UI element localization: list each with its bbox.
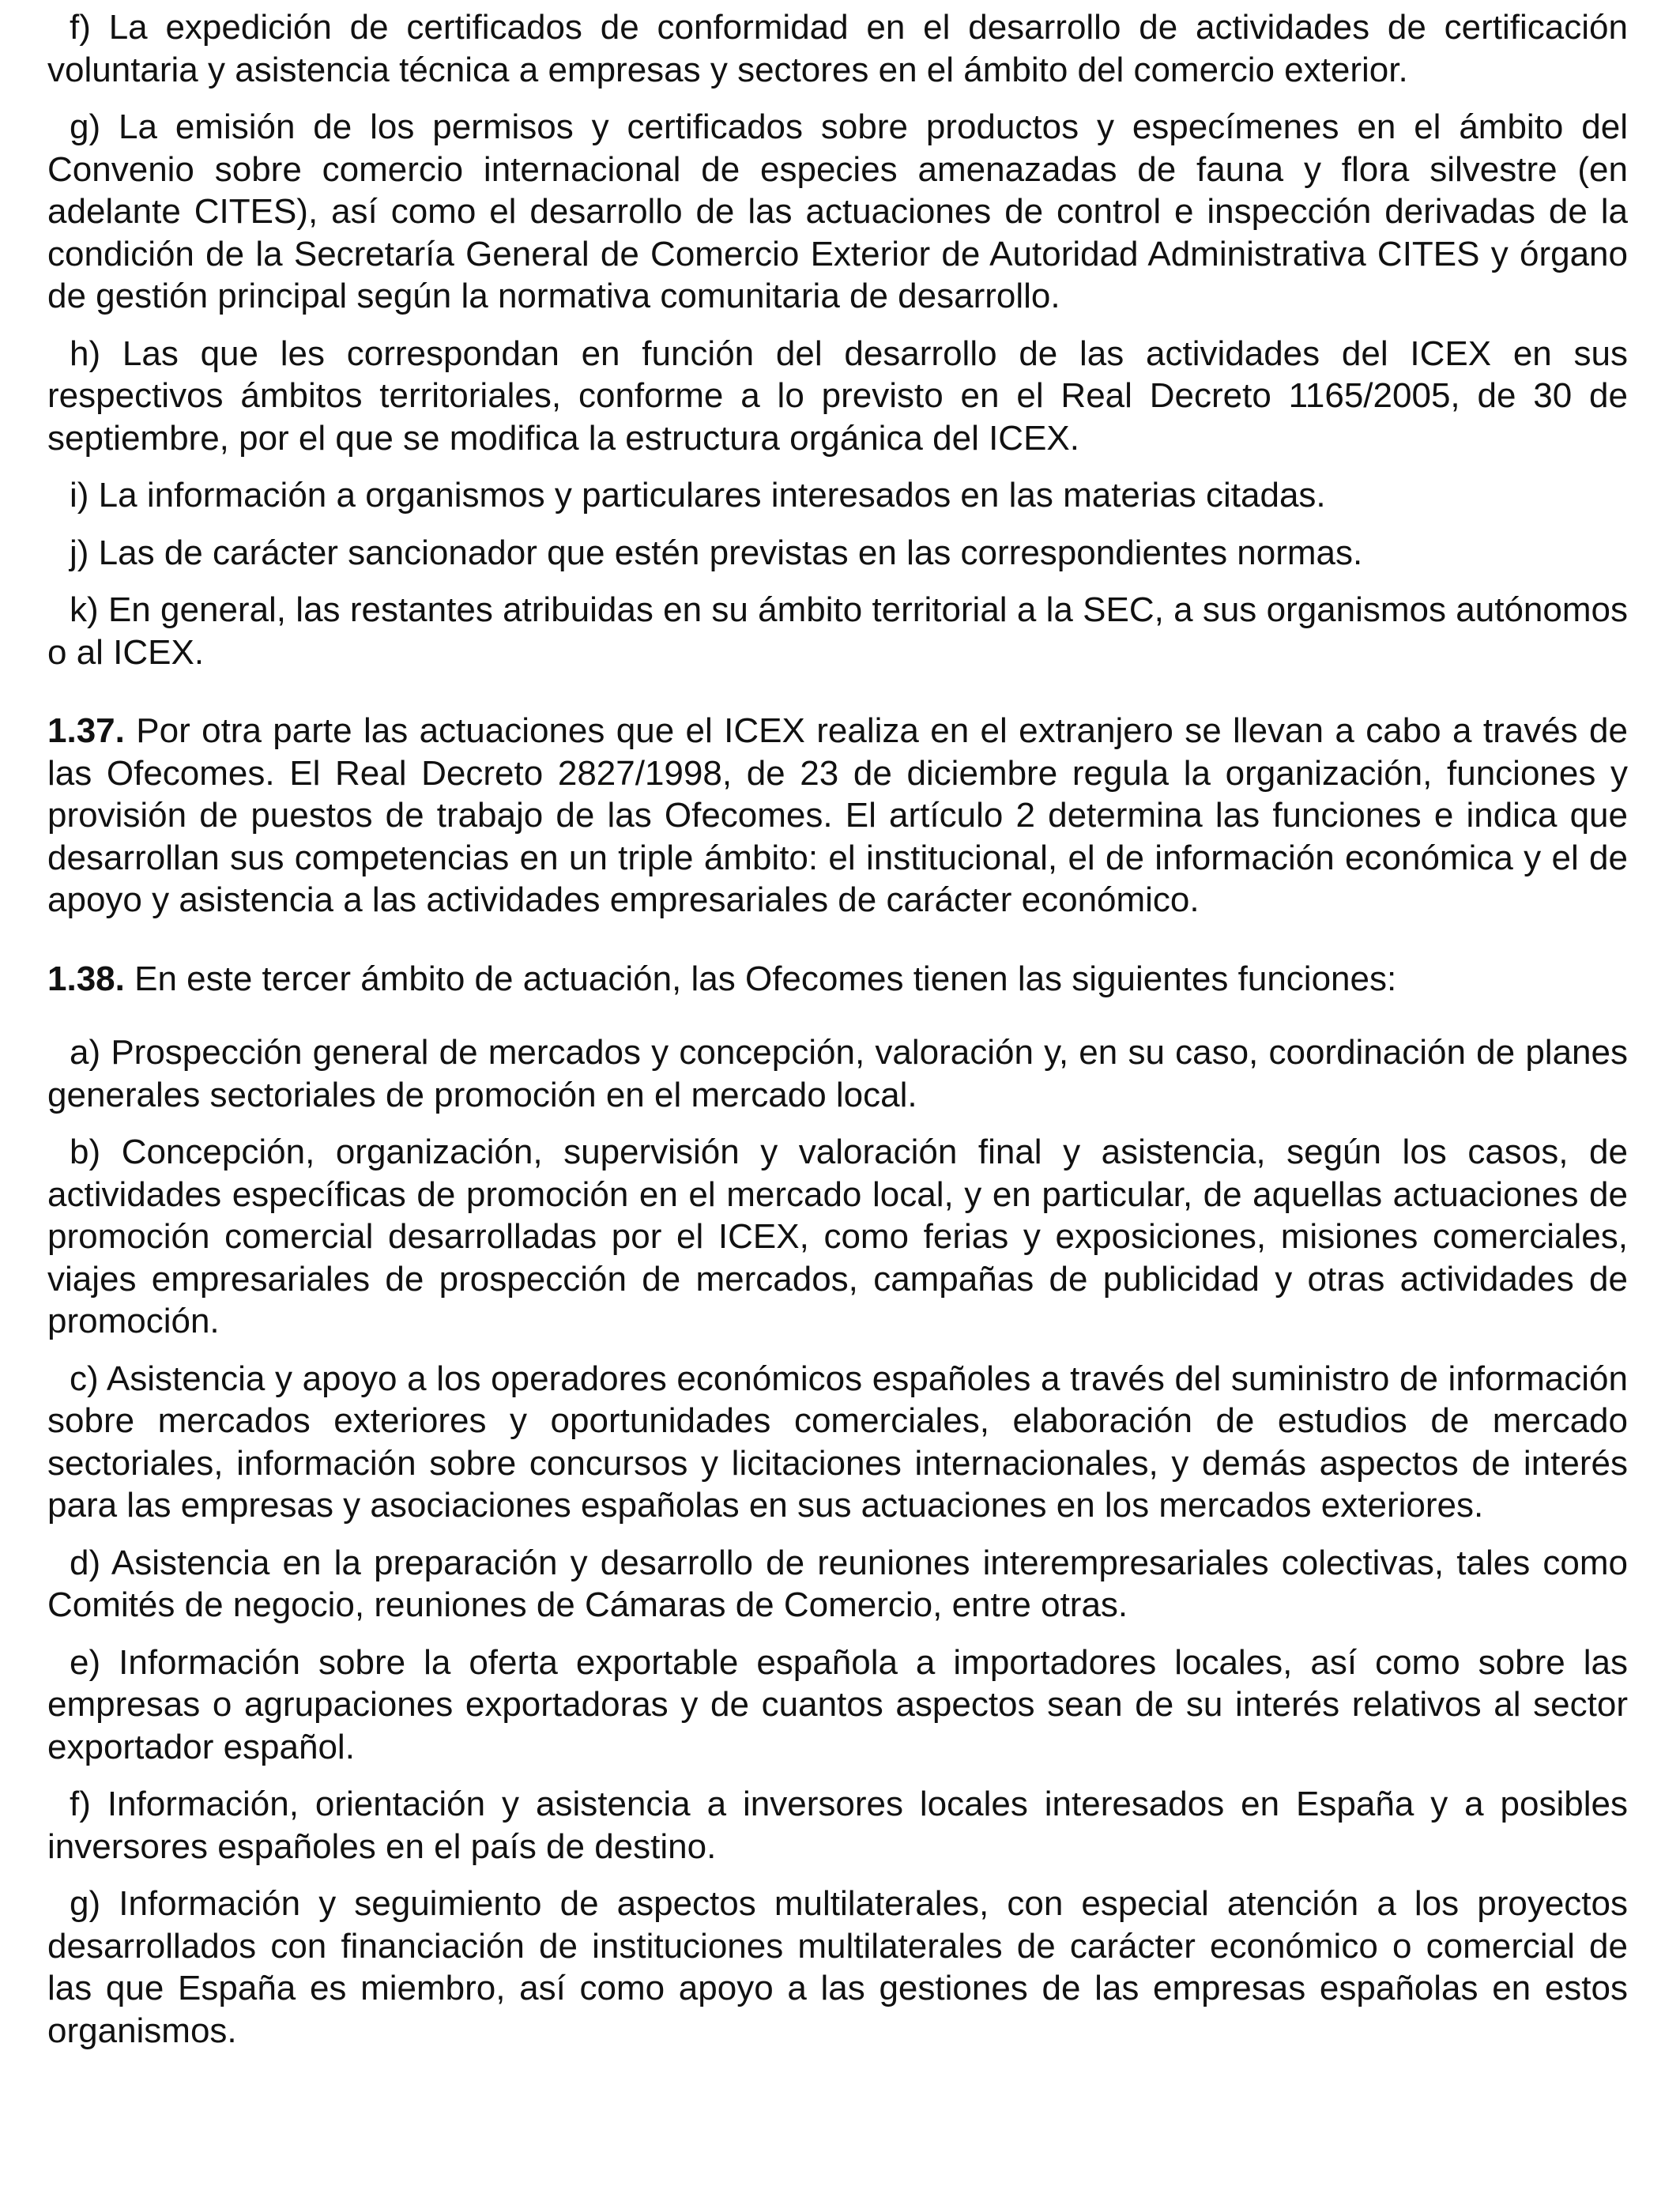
paragraph-1-38 xyxy=(47,958,1628,1001)
list-item-f2 xyxy=(47,1783,1628,1868)
item-text: La emisión de los permisos y certificados sobre productos y especímenes en el ámbito del Convenio sobre comercio internacional de especies amenazadas de fauna y flora silvestre (en adelante CITES), así como el desarrollo de las actuaciones de control e inspección derivadas de la condición de la Secretaría General de Comercio Exterior de Autoridad Administrativa CITES y órgano de gestión principal según la normativa comunitaria de desarrollo. xyxy=(47,107,1628,315)
paragraph-number: 1.38. xyxy=(47,959,125,998)
item-label: a) xyxy=(70,1033,101,1072)
item-label: g) xyxy=(70,107,101,146)
list-item-b xyxy=(47,1131,1628,1343)
item-label: e) xyxy=(70,1642,101,1682)
item-label: f) xyxy=(70,1785,91,1823)
list-item-e xyxy=(47,1642,1628,1769)
list-item-g xyxy=(47,106,1628,318)
document-page xyxy=(47,6,1628,2067)
item-label: i) xyxy=(70,476,89,515)
item-label: j) xyxy=(70,533,89,572)
item-text: Información y seguimiento de aspectos multilaterales, con especial atención a los proyectos desarrollados con financiación de instituciones multilaterales de carácter económico o comercial de las que España es miembro, así como apoyo a las gestiones de las empresas españolas en estos organismos. xyxy=(47,1884,1628,2050)
list-item-j xyxy=(47,532,1628,575)
paragraph-1-37 xyxy=(47,710,1628,922)
item-label: d) xyxy=(70,1543,101,1582)
item-text: Las que les correspondan en función del desarrollo de las actividades del ICEX en sus respectivos ámbitos territoriales, conforme a lo previsto en el Real Decreto 1165/2005, de 30 de septiembre, por el que se modifica la estructura orgánica del ICEX. xyxy=(47,334,1628,458)
item-label: k) xyxy=(70,590,99,629)
paragraph-number: 1.37. xyxy=(47,711,125,750)
list-item-i xyxy=(47,474,1628,517)
list-item-a xyxy=(47,1031,1628,1116)
item-text: La expedición de certificados de conformidad en el desarrollo de actividades de certificación voluntaria y asistencia técnica a empresas y sectores en el ámbito del comercio exterior. xyxy=(47,8,1628,89)
list-item-d xyxy=(47,1542,1628,1627)
list-item-c xyxy=(47,1358,1628,1527)
paragraph-text: En este tercer ámbito de actuación, las Ofecomes tienen las siguientes funciones: xyxy=(134,959,1397,998)
item-text: Información sobre la oferta exportable española a importadores locales, así como sobre las empresas o agrupaciones exportadoras y de cuantos aspectos sean de su interés relativos al sector exportador español. xyxy=(47,1642,1628,1766)
item-text: Información, orientación y asistencia a inversores locales interesados en España y a posibles inversores españoles en el país de destino. xyxy=(47,1785,1628,1866)
item-label: f) xyxy=(70,8,91,47)
item-label: g) xyxy=(70,1884,101,1923)
list-item-f xyxy=(47,6,1628,91)
list-item-h xyxy=(47,333,1628,460)
item-text: Las de carácter sancionador que estén previstas en las correspondientes normas. xyxy=(98,533,1363,572)
list-item-g2 xyxy=(47,1883,1628,2052)
item-text: Asistencia en la preparación y desarrollo de reuniones interempresariales colectivas, tales como Comités de negocio, reuniones de Cámaras de Comercio, entre otras. xyxy=(47,1543,1629,1624)
item-text: La información a organismos y particulares interesados en las materias citadas. xyxy=(98,476,1326,515)
item-text: Prospección general de mercados y concepción, valoración y, en su caso, coordinación de planes generales sectoriales de promoción en el mercado local. xyxy=(47,1033,1628,1114)
paragraph-text: Por otra parte las actuaciones que el ICEX realiza en el extranjero se llevan a cabo a través de las Ofecomes. El Real Decreto 2827/1998, de 23 de diciembre regula la organización, funciones y provisión de puestos de trabajo de las Ofecomes. El artículo 2 determina las funciones e indica que desarrollan sus competencias en un triple ámbito: el institucional, el de información económica y el de apoyo y asistencia a las actividades empresariales de carácter económico. xyxy=(47,711,1628,919)
item-label: h) xyxy=(70,334,101,373)
item-text: Asistencia y apoyo a los operadores económicos españoles a través del suministro de información sobre mercados exteriores y oportunidades comerciales, elaboración de estudios de mercado sectoriales, información sobre concursos y licitaciones internacionales, y demás aspectos de interés para las empresas y asociaciones españolas en sus actuaciones en los mercados exteriores. xyxy=(47,1359,1628,1525)
list-item-k xyxy=(47,589,1628,673)
item-text: Concepción, organización, supervisión y valoración final y asistencia, según los casos, de actividades específicas de promoción en el mercado local, y en particular, de aquellas actuaciones de promoción comercial desarrolladas por el ICEX, como ferias y exposiciones, misiones comerciales, viajes empresariales de prospección de mercados, campañas de publicidad y otras actividades de promoción. xyxy=(47,1133,1628,1340)
item-label: b) xyxy=(70,1133,101,1171)
item-text: En general, las restantes atribuidas en su ámbito territorial a la SEC, a sus organismos autónomos o al ICEX. xyxy=(47,590,1628,672)
item-label: c) xyxy=(70,1359,99,1398)
